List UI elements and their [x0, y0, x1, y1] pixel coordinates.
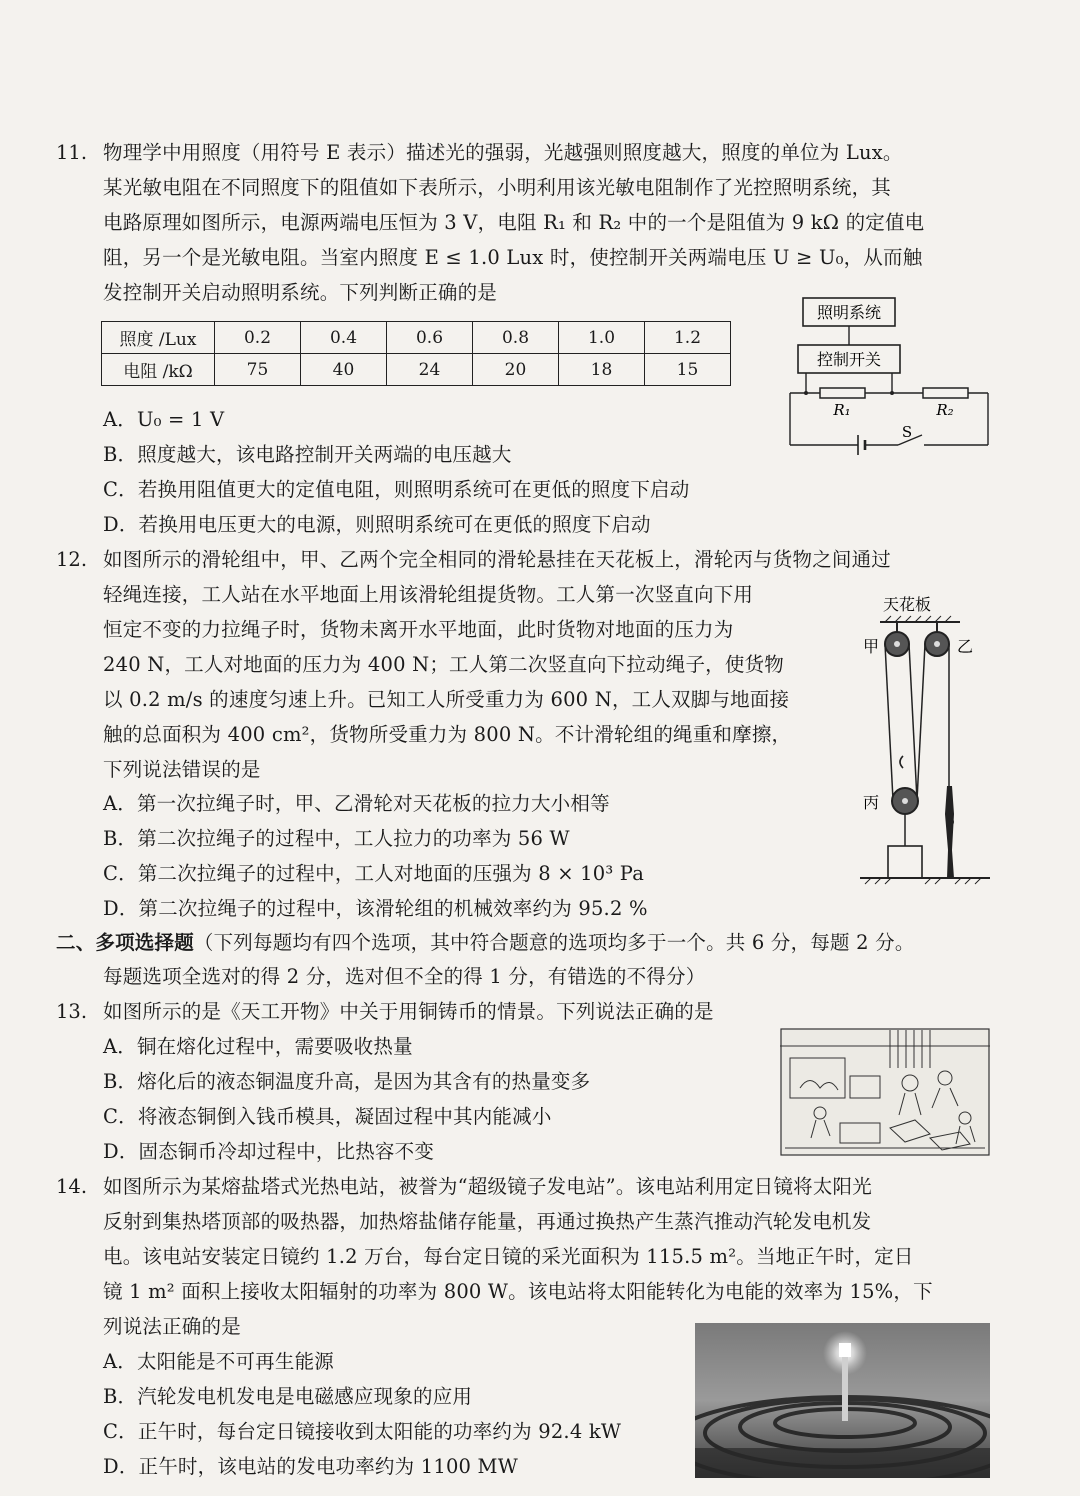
q12-line: 如图所示的滑轮组中，甲、乙两个完全相同的滑轮悬挂在天花板上，滑轮丙与货物之间通过: [103, 548, 892, 571]
q12-line: 触的总面积为 400 cm²，货物所受重力为 800 N。不计滑轮组的绳重和摩擦，: [103, 723, 792, 746]
pulley-diagram: [855, 588, 995, 888]
q11-line: 某光敏电阻在不同照度下的阻值如下表所示，小明利用该光敏电阻制作了光控照明系统，其: [103, 176, 892, 199]
q11-option-a: A．U₀ = 1 V: [103, 408, 225, 431]
q12-line: 以 0.2 m/s 的速度匀速上升。已知工人所受重力为 600 N，工人双脚与地面接: [103, 688, 790, 711]
q11-option-c: C．若换用阻值更大的定值电阻，则照明系统可在更低的照度下启动: [103, 478, 690, 501]
table-cell: 0.6: [387, 322, 473, 354]
q14-option-c: C．正午时，每台定日镜接收到太阳能的功率约为 92.4 kW: [103, 1420, 622, 1443]
q12-option-c: C．第二次拉绳子的过程中，工人对地面的压强为 8 × 10³ Pa: [103, 862, 645, 885]
switch-s-label: S: [901, 423, 913, 441]
q13-number: 13.: [56, 1000, 88, 1023]
q11-line: 电路原理如图所示，电源两端电压恒为 3 V，电阻 R₁ 和 R₂ 中的一个是阻值为 9 kΩ 的定值电: [103, 211, 925, 234]
tower-icon: [842, 1353, 848, 1421]
ceiling-label: 天花板: [882, 595, 932, 614]
q13-stem: 如图所示的是《天工开物》中关于用铜铸币的情景。下列说法正确的是: [103, 1000, 714, 1023]
q11-line: 阻，另一个是光敏电阻。当室内照度 E ≤ 1.0 Lux 时，使控制开关两端电压 U ≥ U₀，从而触: [103, 246, 923, 269]
section-title: 二、多项选择题: [56, 931, 194, 954]
worker-icon: [945, 786, 954, 878]
q13-option-b: B．熔化后的液态铜温度升高，是因为其含有的热量变多: [103, 1070, 591, 1093]
r2-resistor: [923, 388, 968, 398]
control-switch-label: 控制开关: [816, 350, 882, 369]
table-cell: 1.2: [645, 322, 731, 354]
q12-line: 下列说法错误的是: [103, 758, 261, 781]
table-cell: 20: [473, 354, 559, 386]
section-heading: [56, 930, 915, 956]
table-header: 照度 /Lux: [102, 322, 215, 354]
table-cell: 18: [559, 354, 645, 386]
r1-resistor: [820, 388, 865, 398]
table-cell: 40: [301, 354, 387, 386]
q13-option-c: C．将液态铜倒入钱币模具，凝固过程中其内能减小: [103, 1105, 552, 1128]
table-header: 电阻 /kΩ: [102, 354, 215, 386]
q14-line: 列说法正确的是: [103, 1315, 241, 1338]
table-cell: 0.8: [473, 322, 559, 354]
table-cell: 15: [645, 354, 731, 386]
table-cell: 0.2: [215, 322, 301, 354]
tiangong-kaiwu-illustration: [780, 1028, 990, 1156]
circuit-diagram: [780, 295, 995, 455]
q11-line: 发控制开关启动照明系统。下列判断正确的是: [103, 281, 498, 304]
q14-line: 镜 1 m² 面积上接收太阳辐射的功率为 800 W。该电站将太阳能转化为电能的效率为 15%，下: [103, 1280, 933, 1303]
r1-label: R₁: [833, 401, 851, 419]
table-cell: 24: [387, 354, 473, 386]
table-row: [102, 322, 731, 354]
q11-option-b: B．照度越大，该电路控制开关两端的电压越大: [103, 443, 512, 466]
table-cell: 75: [215, 354, 301, 386]
q11-line: 物理学中用照度（用符号 E 表示）描述光的强弱，光越强则照度越大，照度的单位为 Lux。: [103, 141, 903, 164]
table-cell: 0.4: [301, 322, 387, 354]
table-row: [102, 354, 731, 386]
q14-line: 反射到集热塔顶部的吸热器，加热熔盐储存能量，再通过换热产生蒸汽推动汽轮发电机发: [103, 1210, 872, 1233]
q13-option-d: D．固态铜币冷却过程中，比热容不变: [103, 1140, 435, 1163]
q11-number: 11.: [56, 141, 88, 164]
q11-option-d: D．若换用电压更大的电源，则照明系统可在更低的照度下启动: [103, 513, 651, 536]
cargo-box: [888, 846, 922, 878]
q14-line: 如图所示为某熔盐塔式光热电站，被誉为“超级镜子发电站”。该电站利用定日镜将太阳光: [103, 1175, 872, 1198]
q14-option-b: B．汽轮发电机发电是电磁感应现象的应用: [103, 1385, 473, 1408]
yi-label: 乙: [956, 637, 974, 656]
section-desc-2: 每题选项全选对的得 2 分，选对但不全的得 1 分，有错选的不得分）: [103, 965, 706, 988]
section-desc: （下列每题均有四个选项，其中符合题意的选项均多于一个。共 6 分，每题 2 分。: [193, 931, 915, 954]
q12-option-d: D．第二次拉绳子的过程中，该滑轮组的机械效率约为 95.2 %: [103, 897, 648, 920]
q12-option-a: A．第一次拉绳子时，甲、乙滑轮对天花板的拉力大小相等: [103, 792, 610, 815]
table-cell: 1.0: [559, 322, 645, 354]
q12-line: 240 N，工人对地面的压力为 400 N；工人第二次竖直向下拉动绳子，使货物: [103, 653, 784, 676]
r2-label: R₂: [936, 401, 954, 419]
q14-option-a: A．太阳能是不可再生能源: [103, 1350, 334, 1373]
lighting-system-label: 照明系统: [816, 303, 882, 322]
q12-option-b: B．第二次拉绳子的过程中，工人拉力的功率为 56 W: [103, 827, 570, 850]
q13-option-a: A．铜在熔化过程中，需要吸收热量: [103, 1035, 413, 1058]
bing-label: 丙: [862, 793, 880, 812]
q12-line: 恒定不变的力拉绳子时，货物未离开水平地面，此时货物对地面的压力为: [103, 618, 734, 641]
lux-resistance-table: [101, 321, 731, 386]
q14-line: 电。该电站安装定日镜约 1.2 万台，每台定日镜的采光面积为 115.5 m²。当地正午时，定日: [103, 1245, 914, 1268]
jia-label: 甲: [862, 637, 880, 656]
q12-number: 12.: [56, 548, 88, 571]
solar-tower-photo: [695, 1323, 990, 1478]
q14-option-d: D．正午时，该电站的发电功率约为 1100 MW: [103, 1455, 518, 1478]
q14-number: 14.: [56, 1175, 88, 1198]
q12-line: 轻绳连接，工人站在水平地面上用该滑轮组提货物。工人第一次竖直向下用: [103, 583, 754, 606]
